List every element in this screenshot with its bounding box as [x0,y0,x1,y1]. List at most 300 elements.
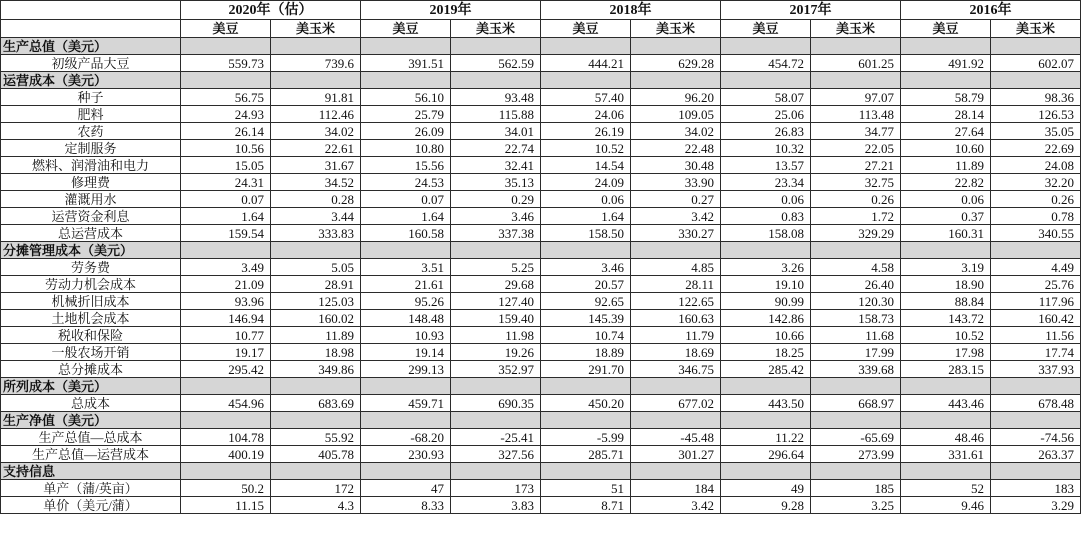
value-cell: 25.79 [361,106,451,123]
section-blank-cell [271,38,361,55]
row-label: 初级产品大豆 [1,55,181,72]
value-cell: 25.76 [991,276,1081,293]
value-cell: 10.32 [721,140,811,157]
value-cell: 4.49 [991,259,1081,276]
value-cell: 11.56 [991,327,1081,344]
value-cell: 48.46 [901,429,991,446]
value-cell: 115.88 [451,106,541,123]
value-cell: 19.17 [181,344,271,361]
value-cell: 27.64 [901,123,991,140]
value-cell: 668.97 [811,395,901,412]
value-cell: 739.6 [271,55,361,72]
value-cell: 340.55 [991,225,1081,242]
value-cell: 3.29 [991,497,1081,514]
row-label: 单价（美元/蒲） [1,497,181,514]
value-cell: 1.64 [541,208,631,225]
value-cell: 160.63 [631,310,721,327]
section-blank-cell [451,72,541,89]
value-cell: 24.06 [541,106,631,123]
section-blank-cell [631,72,721,89]
value-cell: 3.83 [451,497,541,514]
section-blank-cell [361,463,451,480]
value-cell: 158.08 [721,225,811,242]
value-cell: -25.41 [451,429,541,446]
value-cell: 126.53 [991,106,1081,123]
section-blank-cell [811,378,901,395]
section-header-row [1,378,1081,395]
value-cell: 3.46 [541,259,631,276]
section-blank-cell [271,463,361,480]
value-cell: 18.69 [631,344,721,361]
value-cell: 143.72 [901,310,991,327]
value-cell: 10.56 [181,140,271,157]
section-blank-cell [811,72,901,89]
value-cell: 0.83 [721,208,811,225]
value-cell: 283.15 [901,361,991,378]
value-cell: 330.27 [631,225,721,242]
value-cell: 55.92 [271,429,361,446]
value-cell: 14.54 [541,157,631,174]
value-cell: 3.19 [901,259,991,276]
crop-header: 美豆 [181,20,271,38]
value-cell: 1.64 [181,208,271,225]
section-blank-cell [721,463,811,480]
section-blank-cell [811,463,901,480]
value-cell: 34.02 [631,123,721,140]
value-cell: 160.31 [901,225,991,242]
year-header: 2019年 [361,1,541,20]
row-label: 机械折旧成本 [1,293,181,310]
value-cell: 30.48 [631,157,721,174]
value-cell: 0.28 [271,191,361,208]
section-blank-cell [721,242,811,259]
value-cell: 112.46 [271,106,361,123]
section-blank-cell [631,38,721,55]
row-label: 修理费 [1,174,181,191]
value-cell: 10.52 [541,140,631,157]
value-cell: 337.38 [451,225,541,242]
crop-header: 美豆 [361,20,451,38]
table-row [1,123,1081,140]
value-cell: 285.42 [721,361,811,378]
section-blank-cell [451,463,541,480]
row-label: 单产（蒲/英亩） [1,480,181,497]
row-label: 税收和保险 [1,327,181,344]
row-label: 燃料、润滑油和电力 [1,157,181,174]
section-blank-cell [451,412,541,429]
value-cell: 8.71 [541,497,631,514]
value-cell: 32.75 [811,174,901,191]
value-cell: 11.98 [451,327,541,344]
value-cell: 18.90 [901,276,991,293]
value-cell: 678.48 [991,395,1081,412]
value-cell: 9.46 [901,497,991,514]
value-cell: 56.75 [181,89,271,106]
value-cell: 96.20 [631,89,721,106]
section-blank-cell [451,378,541,395]
year-header-row [1,1,1081,20]
value-cell: 18.25 [721,344,811,361]
value-cell: 450.20 [541,395,631,412]
value-cell: 10.52 [901,327,991,344]
value-cell: 295.42 [181,361,271,378]
value-cell: 92.65 [541,293,631,310]
row-label: 肥料 [1,106,181,123]
row-label: 一般农场开销 [1,344,181,361]
row-label: 生产总值—运营成本 [1,446,181,463]
table-row [1,395,1081,412]
table-row [1,174,1081,191]
value-cell: 0.27 [631,191,721,208]
row-label: 定制服务 [1,140,181,157]
value-cell: 0.37 [901,208,991,225]
value-cell: 26.40 [811,276,901,293]
table-row [1,293,1081,310]
row-label: 种子 [1,89,181,106]
table-row [1,55,1081,72]
value-cell: 337.93 [991,361,1081,378]
table-row [1,327,1081,344]
value-cell: 18.98 [271,344,361,361]
value-cell: 443.46 [901,395,991,412]
value-cell: 47 [361,480,451,497]
section-blank-cell [991,463,1081,480]
table-row [1,259,1081,276]
value-cell: 24.31 [181,174,271,191]
value-cell: 26.83 [721,123,811,140]
table-body [1,38,1081,514]
value-cell: 93.48 [451,89,541,106]
value-cell: 4.85 [631,259,721,276]
value-cell: 4.58 [811,259,901,276]
value-cell: -45.48 [631,429,721,446]
value-cell: 11.89 [901,157,991,174]
value-cell: 0.07 [361,191,451,208]
value-cell: 26.14 [181,123,271,140]
row-label: 生产总值—总成本 [1,429,181,446]
section-blank-cell [991,38,1081,55]
row-label: 农药 [1,123,181,140]
value-cell: 24.53 [361,174,451,191]
value-cell: 230.93 [361,446,451,463]
table-row [1,208,1081,225]
section-blank-cell [541,242,631,259]
table-row [1,446,1081,463]
section-blank-cell [991,242,1081,259]
section-blank-cell [361,72,451,89]
value-cell: 17.74 [991,344,1081,361]
value-cell: 19.10 [721,276,811,293]
section-blank-cell [901,412,991,429]
section-blank-cell [361,38,451,55]
value-cell: 15.56 [361,157,451,174]
value-cell: 3.42 [631,497,721,514]
value-cell: 22.48 [631,140,721,157]
value-cell: 0.06 [541,191,631,208]
table-row [1,157,1081,174]
value-cell: 97.07 [811,89,901,106]
section-blank-cell [451,38,541,55]
section-blank-cell [721,72,811,89]
value-cell: 57.40 [541,89,631,106]
section-blank-cell [271,242,361,259]
table-row [1,429,1081,446]
value-cell: 146.94 [181,310,271,327]
value-cell: 32.20 [991,174,1081,191]
value-cell: 17.99 [811,344,901,361]
value-cell: 184 [631,480,721,497]
value-cell: 160.58 [361,225,451,242]
year-header: 2017年 [721,1,901,20]
value-cell: 331.61 [901,446,991,463]
value-cell: 19.26 [451,344,541,361]
crop-header: 美豆 [541,20,631,38]
value-cell: 27.21 [811,157,901,174]
value-cell: 285.71 [541,446,631,463]
value-cell: 122.65 [631,293,721,310]
section-blank-cell [271,72,361,89]
section-blank-cell [631,242,721,259]
section-blank-cell [901,242,991,259]
value-cell: 160.02 [271,310,361,327]
value-cell: 9.28 [721,497,811,514]
value-cell: 98.36 [991,89,1081,106]
crop-header: 美豆 [901,20,991,38]
value-cell: 22.61 [271,140,361,157]
value-cell: 11.15 [181,497,271,514]
value-cell: 333.83 [271,225,361,242]
table-row [1,497,1081,514]
value-cell: 28.14 [901,106,991,123]
value-cell: 10.66 [721,327,811,344]
section-title: 运营成本（美元） [1,72,181,89]
section-header-row [1,38,1081,55]
table-row [1,480,1081,497]
section-blank-cell [811,38,901,55]
section-blank-cell [181,463,271,480]
value-cell: 0.07 [181,191,271,208]
section-blank-cell [541,72,631,89]
value-cell: -65.69 [811,429,901,446]
value-cell: 88.84 [901,293,991,310]
value-cell: 29.68 [451,276,541,293]
value-cell: 8.33 [361,497,451,514]
crop-header: 美玉米 [451,20,541,38]
row-label: 劳务费 [1,259,181,276]
value-cell: 11.89 [271,327,361,344]
value-cell: 109.05 [631,106,721,123]
value-cell: 22.05 [811,140,901,157]
value-cell: 5.25 [451,259,541,276]
section-blank-cell [811,242,901,259]
value-cell: 601.25 [811,55,901,72]
section-title: 生产净值（美元） [1,412,181,429]
value-cell: 10.80 [361,140,451,157]
value-cell: 602.07 [991,55,1081,72]
value-cell: 1.64 [361,208,451,225]
section-blank-cell [991,378,1081,395]
table-row [1,225,1081,242]
value-cell: 17.98 [901,344,991,361]
value-cell: 31.67 [271,157,361,174]
value-cell: 22.69 [991,140,1081,157]
value-cell: 3.49 [181,259,271,276]
value-cell: 3.25 [811,497,901,514]
value-cell: 28.91 [271,276,361,293]
value-cell: 185 [811,480,901,497]
value-cell: 11.22 [721,429,811,446]
section-blank-cell [901,463,991,480]
value-cell: 24.08 [991,157,1081,174]
section-header-row [1,412,1081,429]
value-cell: 51 [541,480,631,497]
section-blank-cell [901,72,991,89]
value-cell: 291.70 [541,361,631,378]
row-label: 劳动力机会成本 [1,276,181,293]
value-cell: 11.68 [811,327,901,344]
crop-header: 美玉米 [271,20,361,38]
section-title: 所列成本（美元） [1,378,181,395]
section-blank-cell [631,412,721,429]
section-title: 分摊管理成本（美元） [1,242,181,259]
row-label: 总分摊成本 [1,361,181,378]
value-cell: 21.09 [181,276,271,293]
row-label: 运营资金利息 [1,208,181,225]
value-cell: 559.73 [181,55,271,72]
crop-header: 美豆 [721,20,811,38]
value-cell: 91.81 [271,89,361,106]
table-row [1,106,1081,123]
section-blank-cell [901,378,991,395]
value-cell: 454.96 [181,395,271,412]
value-cell: 444.21 [541,55,631,72]
value-cell: 35.05 [991,123,1081,140]
value-cell: 58.07 [721,89,811,106]
value-cell: 142.86 [721,310,811,327]
value-cell: 23.34 [721,174,811,191]
section-blank-cell [541,378,631,395]
value-cell: 159.54 [181,225,271,242]
value-cell: 0.06 [721,191,811,208]
value-cell: 26.09 [361,123,451,140]
value-cell: 25.06 [721,106,811,123]
value-cell: 24.09 [541,174,631,191]
value-cell: -74.56 [991,429,1081,446]
table-row [1,89,1081,106]
table-row [1,191,1081,208]
value-cell: 172 [271,480,361,497]
value-cell: 58.79 [901,89,991,106]
value-cell: 26.19 [541,123,631,140]
value-cell: 183 [991,480,1081,497]
row-label: 总运营成本 [1,225,181,242]
year-header: 2020年（估） [181,1,361,20]
section-blank-cell [901,38,991,55]
crop-header: 美玉米 [991,20,1081,38]
value-cell: 3.42 [631,208,721,225]
value-cell: 405.78 [271,446,361,463]
value-cell: 160.42 [991,310,1081,327]
row-label: 总成本 [1,395,181,412]
value-cell: 400.19 [181,446,271,463]
row-label: 土地机会成本 [1,310,181,327]
corner-cell [1,20,181,38]
section-blank-cell [541,463,631,480]
table-row [1,344,1081,361]
section-blank-cell [631,378,721,395]
value-cell: 0.26 [811,191,901,208]
value-cell: 32.41 [451,157,541,174]
value-cell: 562.59 [451,55,541,72]
year-header: 2016年 [901,1,1081,20]
section-blank-cell [181,38,271,55]
value-cell: 56.10 [361,89,451,106]
crop-header-row [1,20,1081,38]
value-cell: 125.03 [271,293,361,310]
value-cell: 10.60 [901,140,991,157]
value-cell: 19.14 [361,344,451,361]
section-blank-cell [721,412,811,429]
section-blank-cell [181,378,271,395]
table-row [1,140,1081,157]
corner-cell [1,1,181,20]
section-blank-cell [721,38,811,55]
section-blank-cell [181,242,271,259]
value-cell: 296.64 [721,446,811,463]
section-blank-cell [811,412,901,429]
value-cell: 34.77 [811,123,901,140]
value-cell: 33.90 [631,174,721,191]
section-header-row [1,72,1081,89]
year-header: 2018年 [541,1,721,20]
value-cell: 3.26 [721,259,811,276]
value-cell: 443.50 [721,395,811,412]
section-blank-cell [541,38,631,55]
value-cell: 5.05 [271,259,361,276]
value-cell: 148.48 [361,310,451,327]
value-cell: 301.27 [631,446,721,463]
value-cell: 11.79 [631,327,721,344]
value-cell: 145.39 [541,310,631,327]
value-cell: 491.92 [901,55,991,72]
value-cell: 690.35 [451,395,541,412]
value-cell: -68.20 [361,429,451,446]
value-cell: 10.74 [541,327,631,344]
section-header-row [1,242,1081,259]
value-cell: 391.51 [361,55,451,72]
value-cell: 3.44 [271,208,361,225]
section-blank-cell [181,72,271,89]
value-cell: 34.52 [271,174,361,191]
section-blank-cell [991,412,1081,429]
value-cell: -5.99 [541,429,631,446]
value-cell: 22.74 [451,140,541,157]
section-blank-cell [181,412,271,429]
value-cell: 10.77 [181,327,271,344]
value-cell: 113.48 [811,106,901,123]
value-cell: 22.82 [901,174,991,191]
value-cell: 0.06 [901,191,991,208]
value-cell: 50.2 [181,480,271,497]
value-cell: 18.89 [541,344,631,361]
value-cell: 0.29 [451,191,541,208]
table-row [1,310,1081,327]
value-cell: 327.56 [451,446,541,463]
section-title: 支持信息 [1,463,181,480]
value-cell: 349.86 [271,361,361,378]
value-cell: 28.11 [631,276,721,293]
section-blank-cell [451,242,541,259]
